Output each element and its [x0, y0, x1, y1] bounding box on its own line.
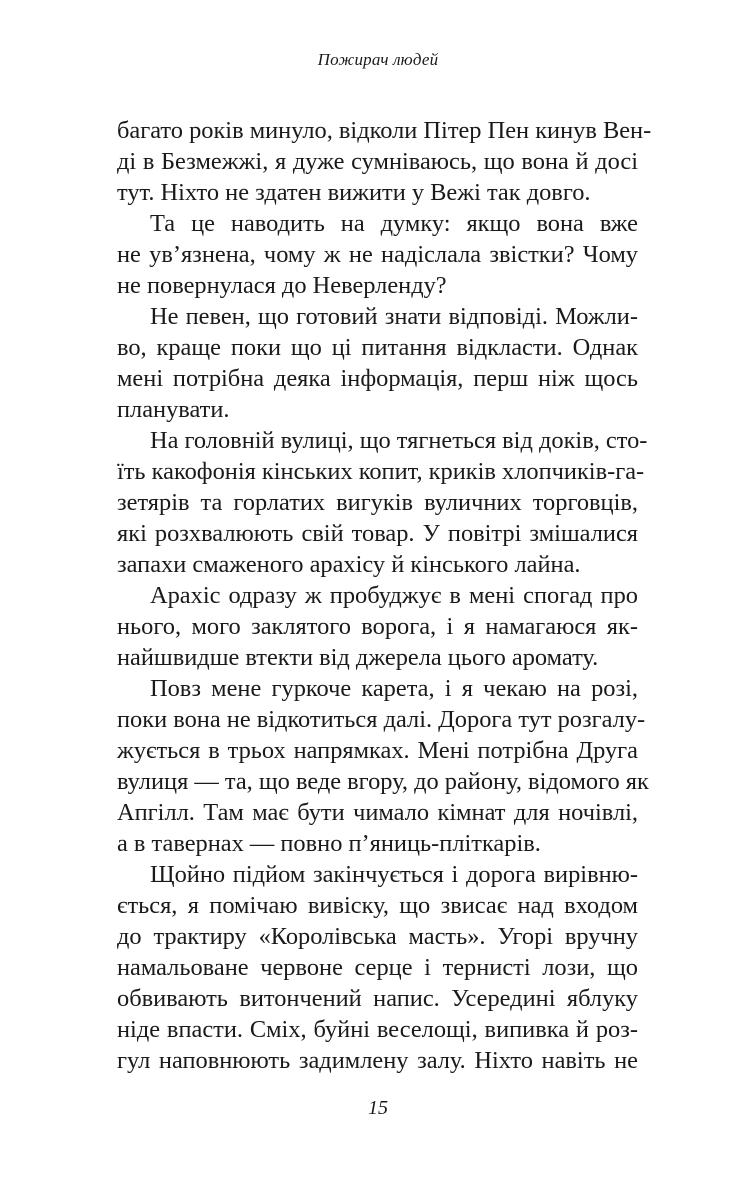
text-line: багато років минуло, відколи Пітер Пен кинув Вен- [117, 117, 652, 144]
text-line: найшвидше втекти від джерела цього аромату. [117, 644, 599, 671]
text-line: Та це наводить на думку: якщо вона вже [150, 210, 638, 237]
text-line: планувати. [117, 396, 230, 423]
text-line: ється, я помічаю вивіску, що звисає над входом [117, 892, 638, 919]
text-line: Не певен, що готовий знати відповіді. Можли- [150, 303, 638, 330]
text-line: до трактиру «Королівська масть». Угорі вручну [117, 923, 638, 950]
text-line: Повз мене гуркоче карета, і я чекаю на розі, [150, 675, 638, 702]
text-line: жується в трьох напрямках. Мені потрібна Друга [117, 737, 638, 764]
text-line: обвивають витончений напис. Усередині яблуку [117, 985, 638, 1012]
text-line: ніде впасти. Сміх, буйні веселощі, випивка й роз- [117, 1016, 638, 1043]
text-line: гул наповнюють задимлену залу. Ніхто навіть не [117, 1047, 638, 1074]
text-line: намальоване червоне серце і тернисті лози, що [117, 954, 638, 981]
text-line: вулиця — та, що веде вгору, до району, відомого як [117, 768, 649, 795]
text-line: які розхвалюють свій товар. У повітрі змішалися [117, 520, 638, 547]
text-line: На головній вулиці, що тягнеться від доків, сто- [150, 427, 648, 454]
text-line: во, краще поки що ці питання відкласти. Однак [117, 334, 638, 361]
body-text [117, 115, 652, 1076]
text-line: поки вона не відкотиться далі. Дорога тут розгалу- [117, 706, 646, 733]
page-number: 15 [368, 1097, 388, 1119]
text-line: а в тавернах — повно п’яниць-пліткарів. [117, 830, 541, 857]
text-line: запахи смаженого арахісу й кінського лайна. [117, 551, 581, 578]
text-line: нього, мого заклятого ворога, і я намагаюся як- [117, 613, 638, 640]
text-line: тут. Ніхто не здатен вижити у Вежі так довго. [117, 179, 591, 206]
text-line: Апгілл. Там має бути чимало кімнат для ночівлі, [117, 799, 638, 826]
text-line: Арахіс одразу ж пробуджує в мені спогад про [150, 582, 638, 609]
text-line: не повернулася до Неверленду? [117, 272, 447, 299]
text-line: ді в Безмежжі, я дуже сумніваюсь, що вона й досі [117, 148, 638, 175]
running-head: Пожирач людей [317, 50, 439, 69]
text-line: мені потрібна деяка інформація, перш ніж щось [117, 365, 638, 392]
text-line: не ув’язнена, чому ж не надіслала звістки? Чому [117, 241, 638, 268]
text-line: їть какофонія кінських копит, криків хлопчиків-га- [117, 458, 645, 485]
text-line: зетярів та горлатих вигуків вуличних торговців, [117, 489, 638, 516]
text-line: Щойно підйом закінчується і дорога вирівню- [150, 861, 638, 888]
